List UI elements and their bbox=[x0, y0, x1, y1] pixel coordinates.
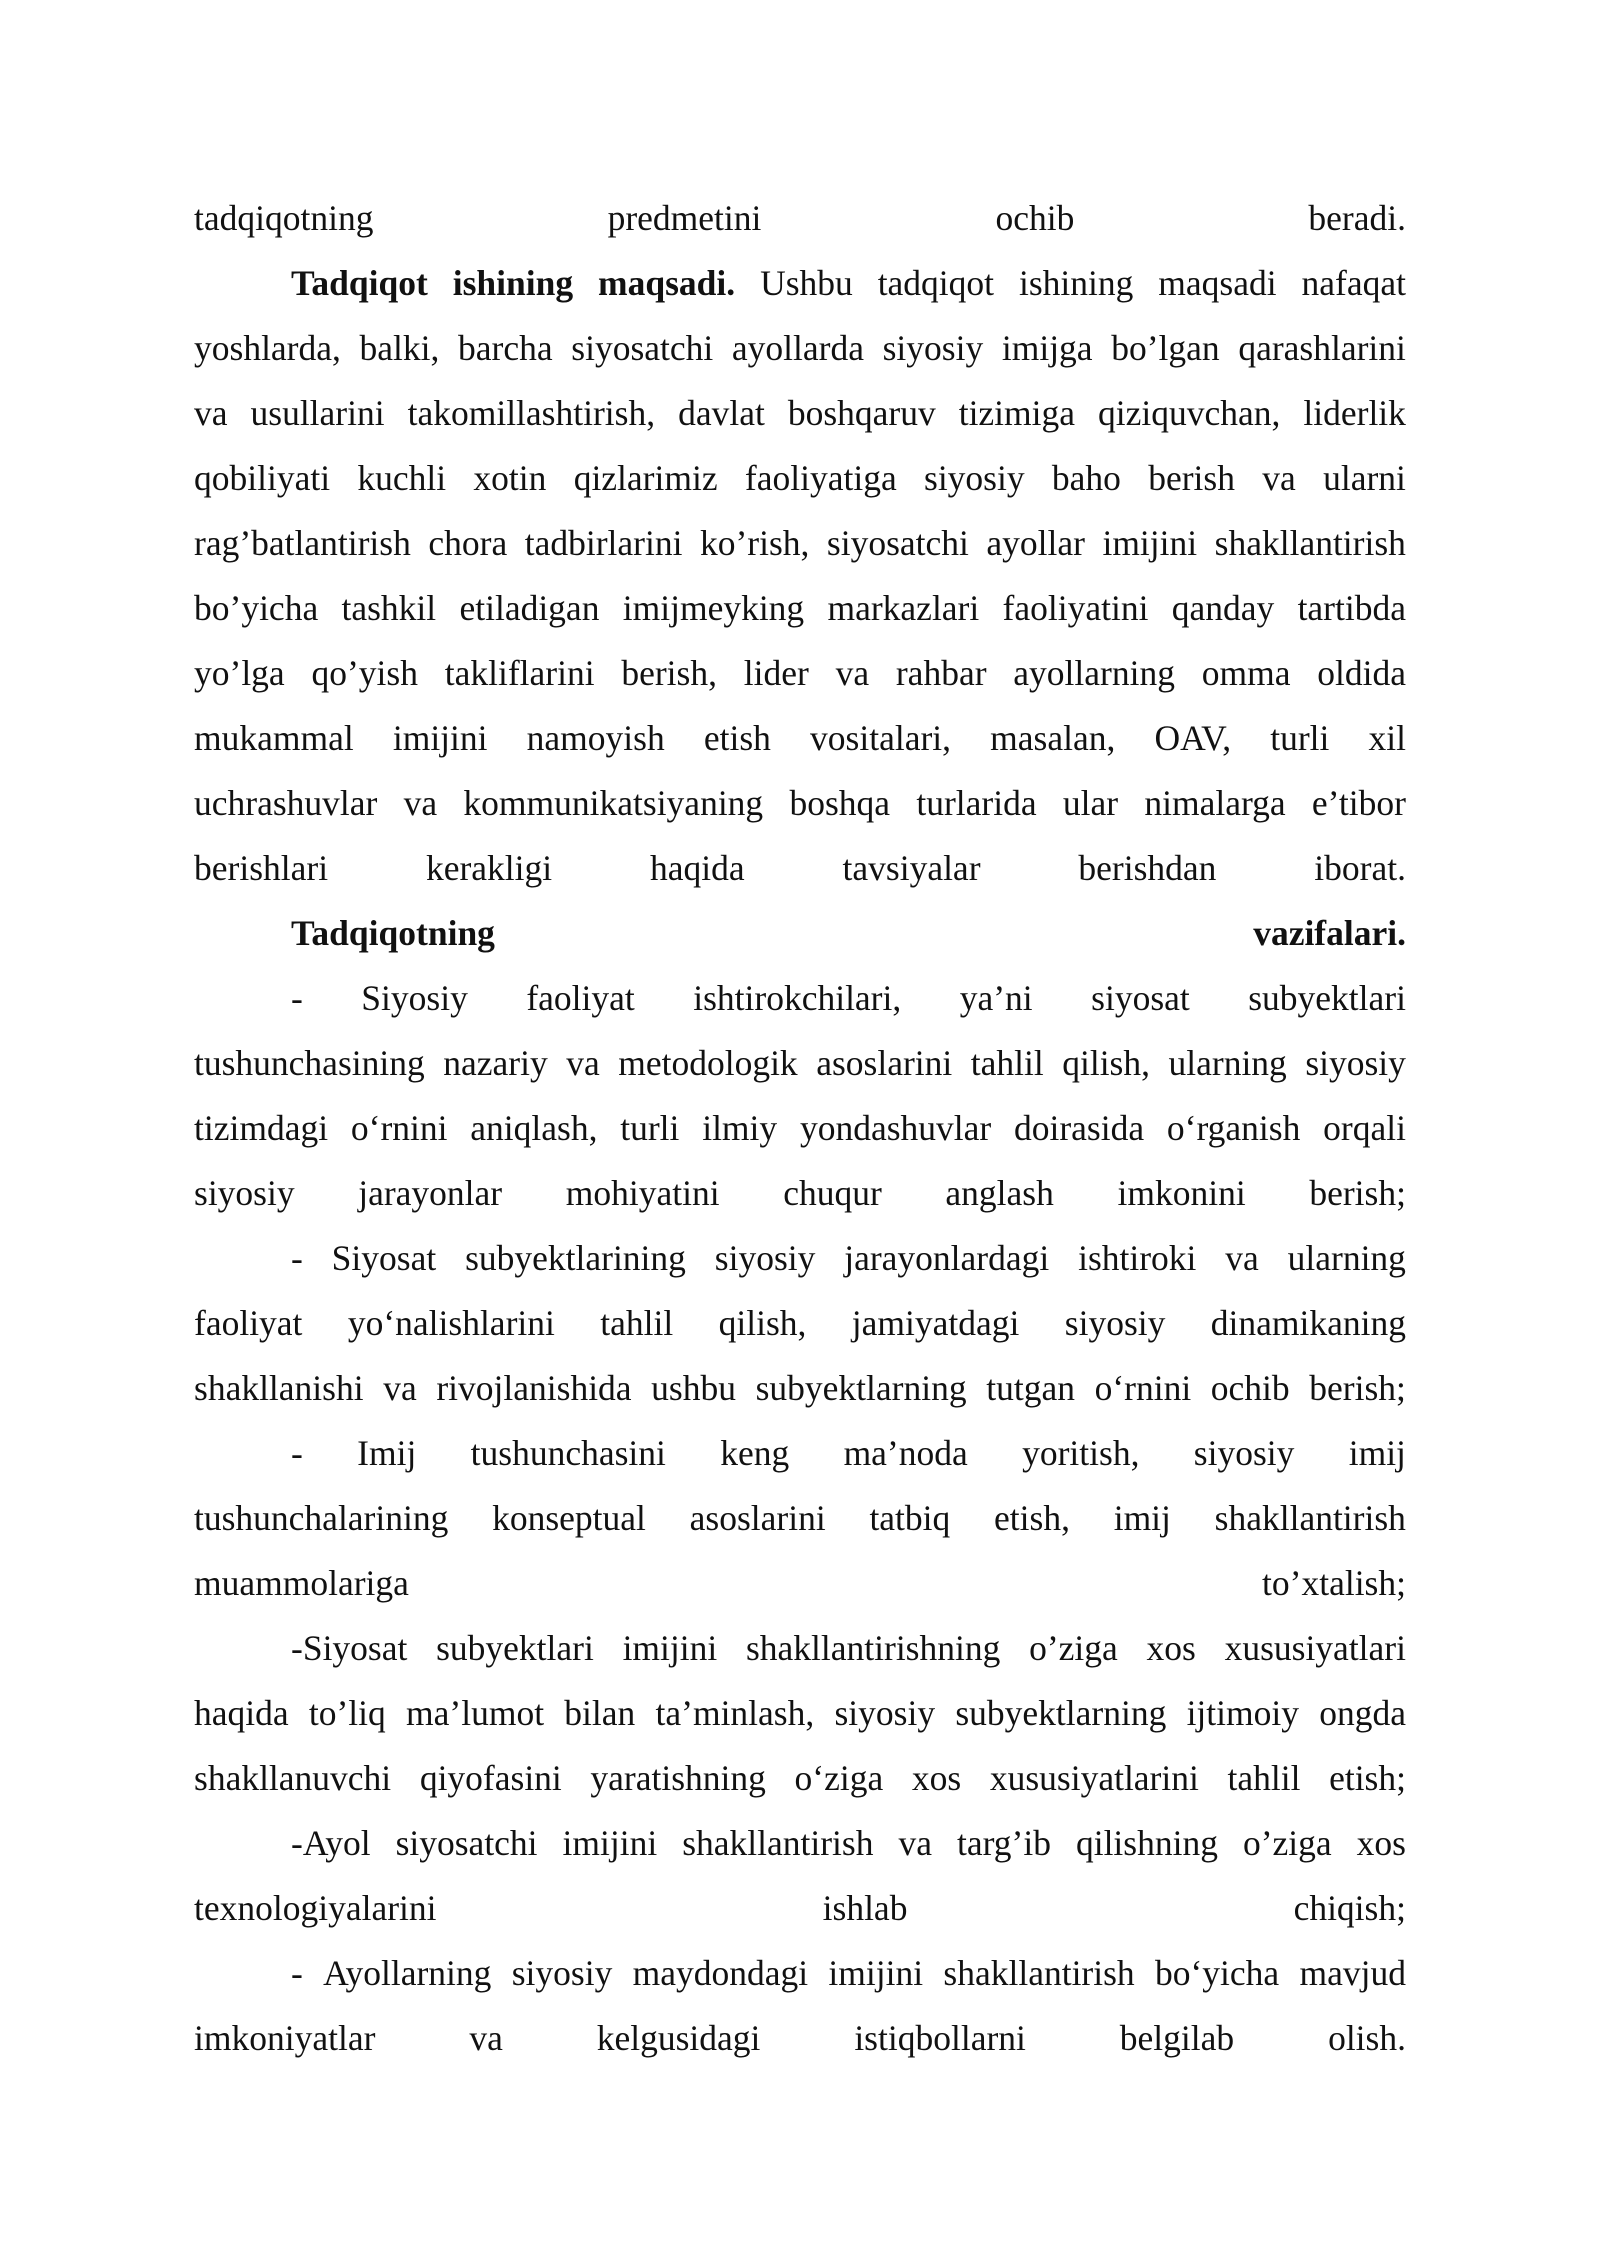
text-word: tushunchasini bbox=[470, 1433, 666, 1473]
text-line bbox=[194, 1161, 1406, 1226]
text-line bbox=[194, 706, 1406, 771]
text-word: kommunikatsiyaning bbox=[463, 783, 764, 823]
text-word: siyosiy bbox=[1064, 1303, 1166, 1343]
text-word: subyektlarning bbox=[755, 1368, 967, 1408]
text-word: tutgan bbox=[986, 1368, 1075, 1408]
text-word: maydondagi bbox=[632, 1953, 809, 1993]
text-word: balki, bbox=[359, 328, 440, 368]
text-word: olish. bbox=[1328, 2018, 1406, 2058]
text-word: ayollarda bbox=[731, 328, 864, 368]
text-word: nafaqat bbox=[1301, 263, 1406, 303]
text-word: bo’yicha bbox=[194, 588, 319, 628]
text-word: qilish, bbox=[1062, 1043, 1150, 1083]
text-word: etish; bbox=[1329, 1758, 1406, 1798]
text-word: ularning bbox=[1287, 1238, 1406, 1278]
text-word: tavsiyalar bbox=[842, 848, 981, 888]
text-line bbox=[194, 186, 1406, 251]
text-word: qobiliyati bbox=[194, 458, 331, 498]
text-word: jarayonlardagi bbox=[844, 1238, 1050, 1278]
text-word: metodologik bbox=[618, 1043, 798, 1083]
text-word: xususiyatlarini bbox=[989, 1758, 1199, 1798]
heading-word: Tadqiqot bbox=[291, 263, 428, 303]
text-word: asoslarini bbox=[689, 1498, 826, 1538]
text-word: shakllantirish bbox=[1214, 523, 1406, 563]
text-word: etiladigan bbox=[459, 588, 600, 628]
text-word: shakllanuvchi bbox=[194, 1758, 392, 1798]
text-line bbox=[194, 381, 1406, 446]
text-line bbox=[194, 1226, 1406, 1291]
text-line bbox=[194, 1746, 1406, 1811]
text-word: imij bbox=[1113, 1498, 1171, 1538]
text-word: to’liq bbox=[308, 1693, 386, 1733]
text-word: xos bbox=[1146, 1628, 1196, 1668]
text-word: markazlari bbox=[827, 588, 980, 628]
text-word: tizimiga bbox=[958, 393, 1076, 433]
text-word: subyektlarning bbox=[955, 1693, 1167, 1733]
text-word: imijini bbox=[828, 1953, 924, 1993]
text-word: va bbox=[566, 1043, 600, 1083]
text-word: etish bbox=[703, 718, 771, 758]
text-line bbox=[194, 1421, 1406, 1486]
text-line bbox=[194, 1616, 1406, 1681]
text-word: siyosiy bbox=[1193, 1433, 1295, 1473]
text-word: qo’yish bbox=[311, 653, 418, 693]
text-word: beradi. bbox=[1308, 198, 1406, 238]
text-word: ko’rish, bbox=[699, 523, 810, 563]
text-word: qanday bbox=[1171, 588, 1275, 628]
text-word: bo‘yicha bbox=[1154, 1953, 1280, 1993]
text-word: Siyosiy bbox=[361, 978, 468, 1018]
text-word: takliflarini bbox=[444, 653, 595, 693]
text-word: boshqaruv bbox=[787, 393, 936, 433]
text-word: namoyish bbox=[526, 718, 665, 758]
text-word: ma’noda bbox=[843, 1433, 968, 1473]
text-word: mukammal bbox=[194, 718, 354, 758]
text-word: yondashuvlar bbox=[799, 1108, 992, 1148]
text-word: mavjud bbox=[1299, 1953, 1406, 1993]
text-word: qarashlarini bbox=[1238, 328, 1406, 368]
text-word: faoliyatiga bbox=[744, 458, 897, 498]
text-line bbox=[194, 1486, 1406, 1551]
text-word: xos bbox=[1356, 1823, 1406, 1863]
text-word: haqida bbox=[194, 1693, 289, 1733]
text-word: o‘rnini bbox=[350, 1108, 448, 1148]
text-word: ijtimoiy bbox=[1186, 1693, 1299, 1733]
text-word: anglash bbox=[945, 1173, 1054, 1213]
text-word: barcha bbox=[458, 328, 553, 368]
text-word: takomillashtirish, bbox=[407, 393, 656, 433]
text-word: o’ziga bbox=[1242, 1823, 1332, 1863]
heading-word: maqsadi. bbox=[598, 263, 736, 303]
text-word: imijini bbox=[392, 718, 488, 758]
text-word: rivojlanishida bbox=[436, 1368, 632, 1408]
text-word: yo’lga bbox=[194, 653, 285, 693]
text-word: tadbirlarini bbox=[524, 523, 683, 563]
text-word: orqali bbox=[1323, 1108, 1406, 1148]
text-word: -Ayol bbox=[291, 1823, 371, 1863]
text-word: siyosiy bbox=[882, 328, 984, 368]
text-word: ochib bbox=[1210, 1368, 1290, 1408]
text-word: ularning bbox=[1168, 1043, 1287, 1083]
text-word: tashkil bbox=[341, 588, 437, 628]
text-word: lider bbox=[743, 653, 809, 693]
text-word: berish; bbox=[1309, 1173, 1406, 1213]
text-word: imijga bbox=[1001, 328, 1093, 368]
text-word: ta’minlash, bbox=[655, 1693, 815, 1733]
text-word: kelgusidagi bbox=[596, 2018, 761, 2058]
text-word: va bbox=[835, 653, 870, 693]
text-word: Siyosat bbox=[331, 1238, 437, 1278]
text-word: tadqiqotning bbox=[194, 198, 374, 238]
text-word: siyosiy bbox=[1305, 1043, 1406, 1083]
text-line bbox=[194, 641, 1406, 706]
text-word: e’tibor bbox=[1311, 783, 1406, 823]
text-word: bo’lgan bbox=[1111, 328, 1220, 368]
text-word: berish bbox=[1148, 458, 1235, 498]
text-line bbox=[194, 1681, 1406, 1746]
text-line bbox=[194, 1031, 1406, 1096]
text-word: - bbox=[291, 1238, 303, 1278]
text-word: baho bbox=[1051, 458, 1121, 498]
text-word: uchrashuvlar bbox=[194, 783, 378, 823]
text-word: texnologiyalarini bbox=[194, 1888, 437, 1928]
text-word: turli bbox=[1270, 718, 1330, 758]
text-word: ushbu bbox=[651, 1368, 736, 1408]
text-line bbox=[194, 836, 1406, 901]
text-word: ma’lumot bbox=[406, 1693, 545, 1733]
text-line bbox=[194, 1291, 1406, 1356]
text-word: - bbox=[291, 1953, 303, 1993]
text-word: OAV, bbox=[1154, 718, 1232, 758]
text-word: boshqa bbox=[789, 783, 891, 823]
text-word: ishtirokchilari, bbox=[693, 978, 902, 1018]
heading-word: Tadqiqotning bbox=[291, 913, 495, 953]
text-word: yaratishning bbox=[590, 1758, 766, 1798]
text-word: berishlari bbox=[194, 848, 329, 888]
text-line bbox=[194, 316, 1406, 381]
text-word: qiyofasini bbox=[419, 1758, 562, 1798]
text-word: usullarini bbox=[250, 393, 385, 433]
text-line bbox=[194, 901, 1406, 966]
text-word: turlarida bbox=[916, 783, 1037, 823]
text-word: ilmiy bbox=[702, 1108, 778, 1148]
text-line bbox=[194, 2006, 1406, 2071]
text-word: muammolariga bbox=[194, 1563, 409, 1603]
heading-word: ishining bbox=[452, 263, 574, 303]
text-word: subyektlari bbox=[1248, 978, 1406, 1018]
text-word: tahlil bbox=[970, 1043, 1044, 1083]
text-word: chuqur bbox=[783, 1173, 882, 1213]
text-word: belgilab bbox=[1119, 2018, 1235, 2058]
text-word: subyektlari bbox=[436, 1628, 594, 1668]
text-word: ongda bbox=[1319, 1693, 1406, 1733]
text-word: ya’ni bbox=[959, 978, 1033, 1018]
text-word: xotin bbox=[473, 458, 547, 498]
text-word: o’ziga bbox=[1029, 1628, 1118, 1668]
text-word: berish; bbox=[1309, 1368, 1406, 1408]
text-word: aniqlash, bbox=[470, 1108, 598, 1148]
text-word: shakllanishi bbox=[194, 1368, 364, 1408]
text-word: imijini bbox=[562, 1823, 658, 1863]
text-line bbox=[194, 576, 1406, 641]
text-word: va bbox=[1262, 458, 1296, 498]
text-word: jamiyatdagi bbox=[851, 1303, 1020, 1343]
text-word: qilishning bbox=[1075, 1823, 1218, 1863]
text-word: maqsadi bbox=[1158, 263, 1277, 303]
text-word: yo‘nalishlarini bbox=[347, 1303, 555, 1343]
text-word: faoliyatini bbox=[1002, 588, 1149, 628]
text-word: oldida bbox=[1317, 653, 1406, 693]
text-word: siyosiy bbox=[511, 1953, 613, 1993]
text-word: tahlil bbox=[600, 1303, 674, 1343]
text-word: shakllantirish bbox=[943, 1953, 1135, 1993]
text-word: siyosatchi bbox=[395, 1823, 538, 1863]
text-word: chora bbox=[428, 523, 508, 563]
text-word: ishlab bbox=[822, 1888, 908, 1928]
text-word: rahbar bbox=[895, 653, 987, 693]
text-word: shakllantirish bbox=[682, 1823, 874, 1863]
text-word: berishdan bbox=[1078, 848, 1217, 888]
text-word: siyosiy bbox=[924, 458, 1025, 498]
text-word: davlat bbox=[678, 393, 765, 433]
text-word: xususiyatlari bbox=[1224, 1628, 1406, 1668]
text-word: o‘ziga bbox=[794, 1758, 884, 1798]
text-word: chiqish; bbox=[1293, 1888, 1406, 1928]
text-word: imij bbox=[1348, 1433, 1406, 1473]
text-word: ochib bbox=[995, 198, 1075, 238]
text-word: Ushbu bbox=[760, 263, 853, 303]
text-line bbox=[194, 1356, 1406, 1421]
text-word: tadqiqot bbox=[877, 263, 995, 303]
document-text-body bbox=[194, 186, 1406, 2071]
text-word: qilish, bbox=[718, 1303, 807, 1343]
text-word: tushunchasining bbox=[194, 1043, 425, 1083]
text-line bbox=[194, 1876, 1406, 1941]
text-word: siyosat bbox=[1091, 978, 1190, 1018]
text-word: - bbox=[291, 978, 303, 1018]
text-word: dinamikaning bbox=[1210, 1303, 1406, 1343]
text-word: o‘rganish bbox=[1166, 1108, 1301, 1148]
text-word: qizlarimiz bbox=[573, 458, 718, 498]
text-word: ishtiroki bbox=[1078, 1238, 1197, 1278]
text-word: xos bbox=[911, 1758, 962, 1798]
text-line bbox=[194, 1811, 1406, 1876]
text-word: va bbox=[403, 783, 438, 823]
text-word: haqida bbox=[650, 848, 745, 888]
text-word: shakllantirish bbox=[1214, 1498, 1406, 1538]
text-word: subyektlarining bbox=[465, 1238, 686, 1278]
text-word: shakllantirishning bbox=[745, 1628, 1001, 1668]
text-word: ayollarning bbox=[1013, 653, 1175, 693]
text-word: vositalari, bbox=[810, 718, 952, 758]
text-word: imijini bbox=[1102, 523, 1198, 563]
text-word: imijmeyking bbox=[622, 588, 805, 628]
text-word: faoliyat bbox=[526, 978, 635, 1018]
text-line bbox=[194, 771, 1406, 836]
text-word: doirasida bbox=[1013, 1108, 1145, 1148]
text-word: turli bbox=[620, 1108, 680, 1148]
text-word: tushunchalarining bbox=[194, 1498, 449, 1538]
text-word: va bbox=[1225, 1238, 1259, 1278]
text-word: masalan, bbox=[990, 718, 1116, 758]
text-word: iborat. bbox=[1314, 848, 1406, 888]
text-word: ayollar bbox=[986, 523, 1085, 563]
text-line bbox=[194, 966, 1406, 1031]
text-line bbox=[194, 1551, 1406, 1616]
text-word: faoliyat bbox=[194, 1303, 303, 1343]
text-word: predmetini bbox=[607, 198, 762, 238]
text-line bbox=[194, 446, 1406, 511]
text-word: Imij bbox=[357, 1433, 417, 1473]
text-word: imkonini bbox=[1117, 1173, 1246, 1213]
text-word: yoritish, bbox=[1022, 1433, 1140, 1473]
text-word: siyosatchi bbox=[571, 328, 714, 368]
text-word: kerakligi bbox=[425, 848, 553, 888]
text-word: siyosatchi bbox=[826, 523, 969, 563]
text-word: to’xtalish; bbox=[1262, 1563, 1406, 1603]
text-line bbox=[194, 1941, 1406, 2006]
text-line bbox=[194, 1096, 1406, 1161]
text-word: yoshlarda, bbox=[194, 328, 341, 368]
text-word: berish, bbox=[621, 653, 717, 693]
text-word: rag’batlantirish bbox=[194, 523, 411, 563]
text-word: asoslarini bbox=[816, 1043, 953, 1083]
text-word: targ’ib bbox=[956, 1823, 1051, 1863]
text-word: - bbox=[291, 1433, 303, 1473]
text-line bbox=[194, 251, 1406, 316]
text-word: ular bbox=[1062, 783, 1119, 823]
text-word: bilan bbox=[564, 1693, 636, 1733]
text-word: va bbox=[194, 393, 228, 433]
text-word: o‘rnini bbox=[1094, 1368, 1192, 1408]
text-word: ishining bbox=[1018, 263, 1134, 303]
text-word: siyosiy bbox=[834, 1693, 936, 1733]
text-word: siyosiy bbox=[194, 1173, 295, 1213]
text-word: xil bbox=[1368, 718, 1406, 758]
text-word: omma bbox=[1201, 653, 1291, 693]
text-word: kuchli bbox=[357, 458, 447, 498]
text-word: tahlil bbox=[1227, 1758, 1301, 1798]
text-word: tartibda bbox=[1297, 588, 1406, 628]
text-word: liderlik bbox=[1303, 393, 1406, 433]
text-word: istiqbollarni bbox=[854, 2018, 1026, 2058]
text-word: nazariy bbox=[443, 1043, 548, 1083]
text-word: keng bbox=[720, 1433, 790, 1473]
text-word: va bbox=[469, 2018, 503, 2058]
text-word: siyosiy bbox=[714, 1238, 816, 1278]
text-word: etish, bbox=[994, 1498, 1070, 1538]
text-word: Ayollarning bbox=[323, 1953, 492, 1993]
text-word: imijini bbox=[622, 1628, 718, 1668]
text-word: imkoniyatlar bbox=[194, 2018, 376, 2058]
text-word: qiziquvchan, bbox=[1098, 393, 1281, 433]
text-word: ularni bbox=[1323, 458, 1406, 498]
text-word: mohiyatini bbox=[565, 1173, 720, 1213]
text-word: tizimdagi bbox=[194, 1108, 329, 1148]
text-word: jarayonlar bbox=[358, 1173, 503, 1213]
text-word: va bbox=[898, 1823, 932, 1863]
text-word: -Siyosat bbox=[291, 1628, 408, 1668]
heading-word: vazifalari. bbox=[1253, 913, 1406, 953]
text-word: va bbox=[383, 1368, 417, 1408]
text-line bbox=[194, 511, 1406, 576]
text-word: nimalarga bbox=[1144, 783, 1286, 823]
text-word: konseptual bbox=[492, 1498, 646, 1538]
text-word: tatbiq bbox=[869, 1498, 951, 1538]
